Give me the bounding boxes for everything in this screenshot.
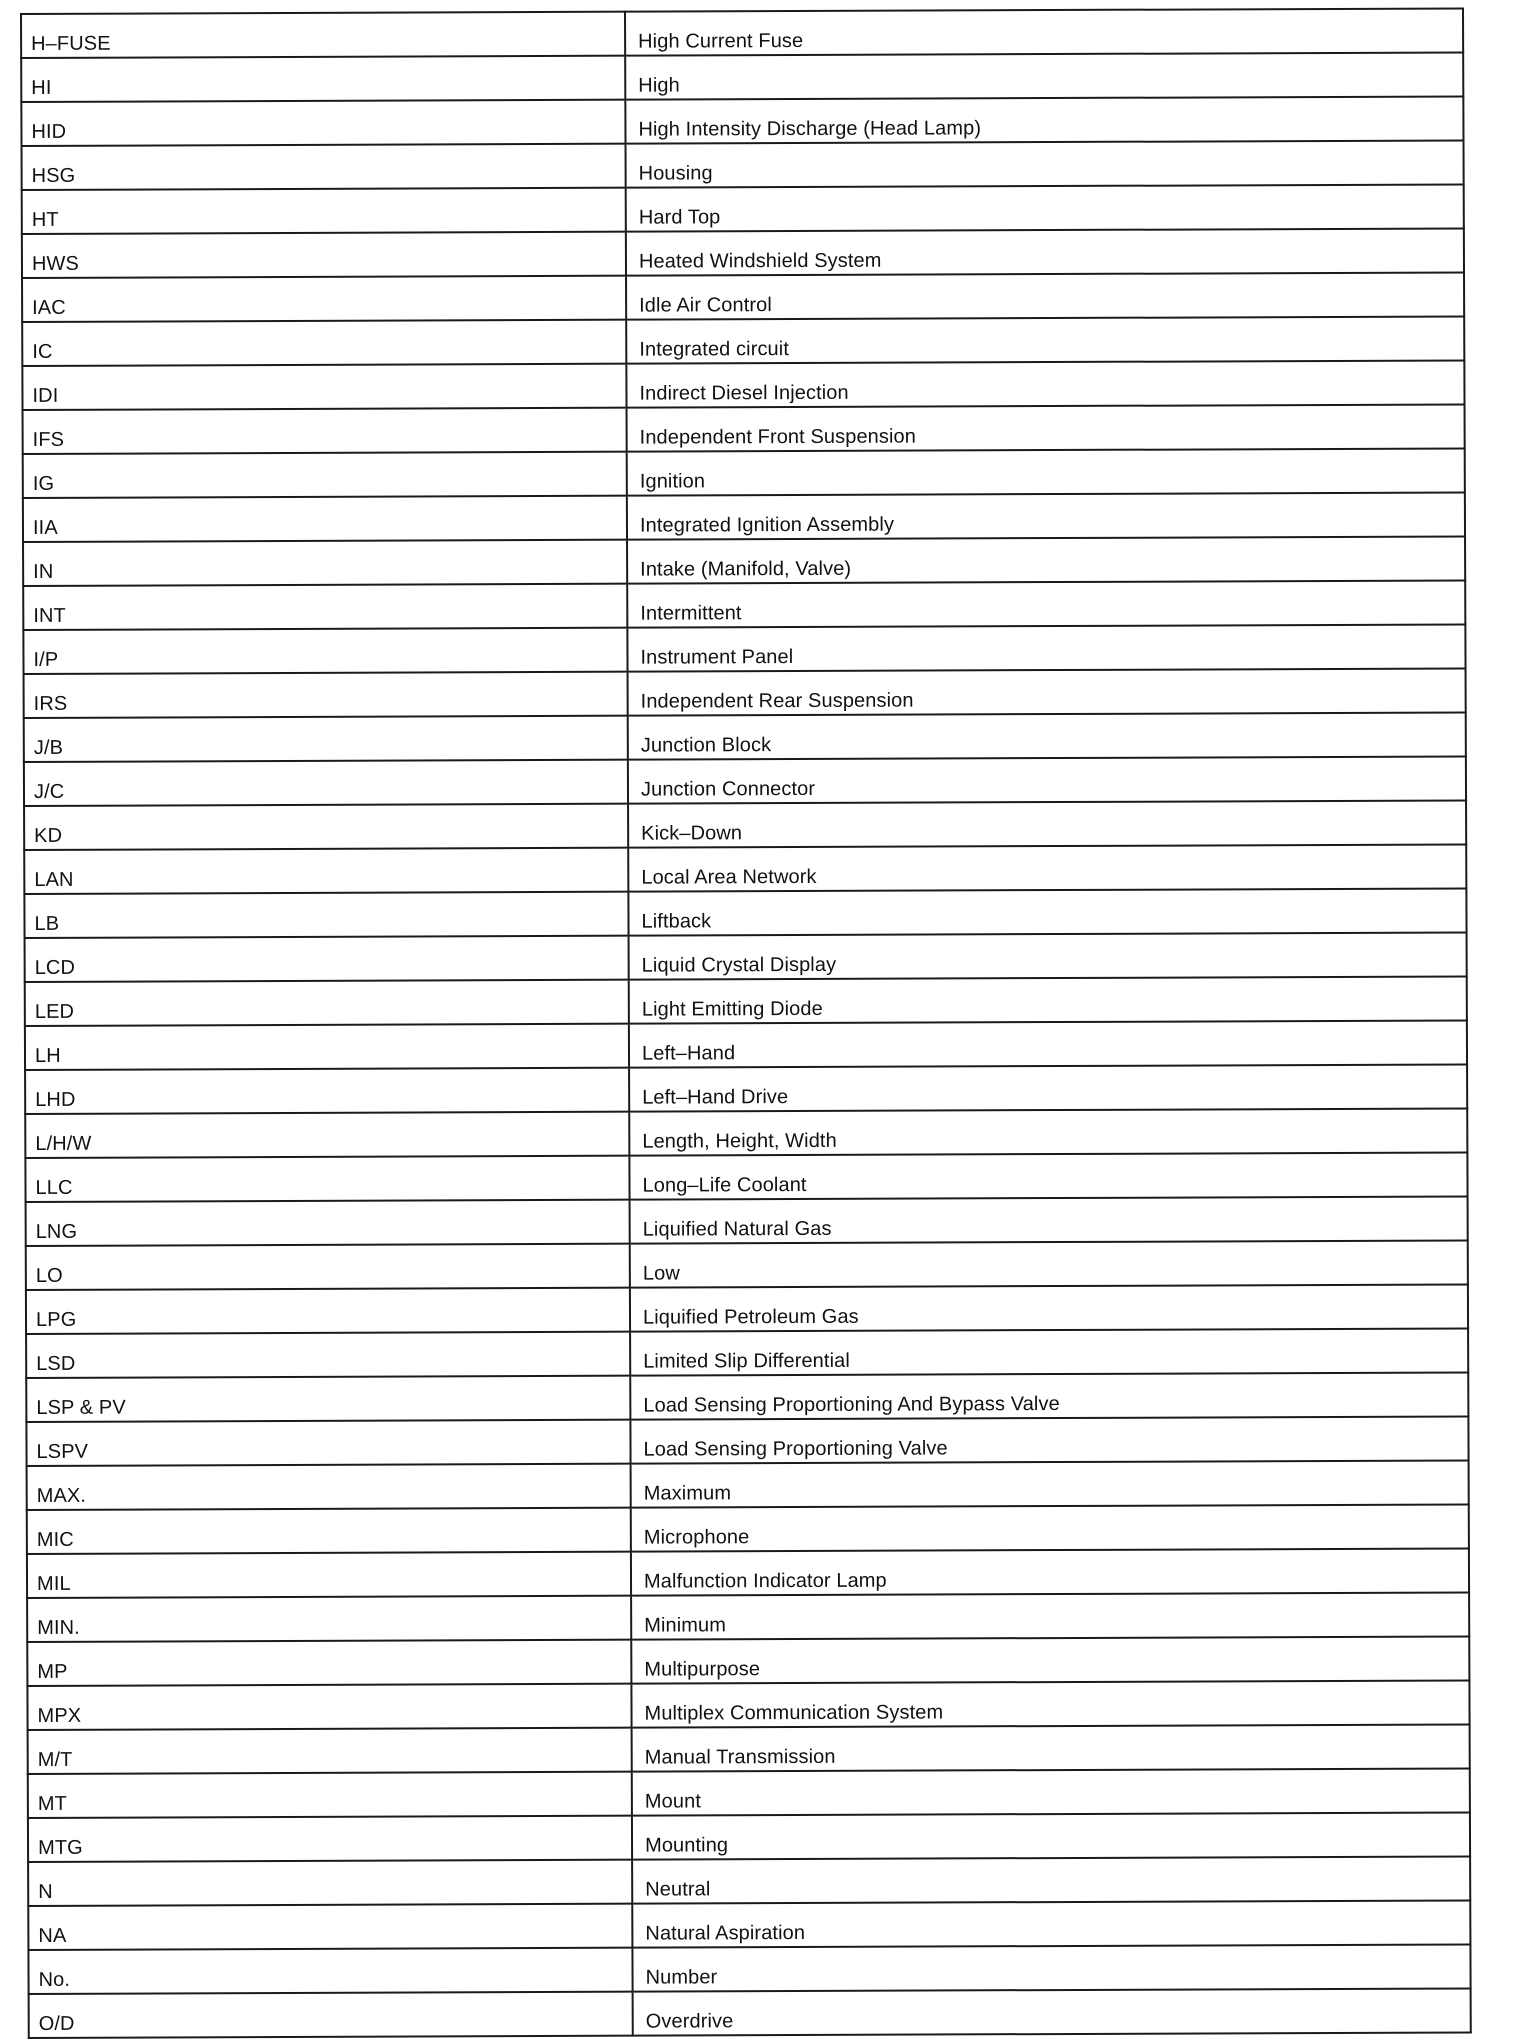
abbreviation-sheet bbox=[20, 7, 1470, 2039]
table-row bbox=[21, 96, 1463, 146]
table-row bbox=[27, 1592, 1469, 1642]
table-row bbox=[26, 1284, 1468, 1334]
table-row bbox=[24, 756, 1466, 806]
abbreviation-cell: KD bbox=[24, 804, 628, 850]
table-row bbox=[27, 1680, 1469, 1730]
meaning-cell: Local Area Network bbox=[628, 844, 1466, 891]
table-row bbox=[24, 844, 1466, 894]
table-row bbox=[28, 1900, 1470, 1950]
meaning-cell: High Current Fuse bbox=[625, 8, 1463, 55]
abbreviation-cell: MIL bbox=[27, 1552, 631, 1598]
table-row bbox=[23, 624, 1465, 674]
abbreviation-cell: LSD bbox=[26, 1332, 630, 1378]
meaning-cell: Junction Connector bbox=[628, 756, 1466, 803]
table-row bbox=[27, 1460, 1469, 1510]
table-row bbox=[22, 272, 1464, 322]
meaning-cell: Integrated circuit bbox=[626, 316, 1464, 363]
abbreviation-cell: MIN. bbox=[27, 1596, 631, 1642]
abbreviation-cell: HSG bbox=[22, 144, 626, 190]
meaning-cell: Microphone bbox=[631, 1504, 1469, 1551]
abbreviation-cell: HI bbox=[21, 56, 625, 102]
table-row bbox=[25, 976, 1467, 1026]
meaning-cell: High Intensity Discharge (Head Lamp) bbox=[625, 96, 1463, 143]
abbreviation-cell: LH bbox=[25, 1024, 629, 1070]
abbreviation-cell: H–FUSE bbox=[21, 12, 625, 58]
table-row bbox=[24, 888, 1466, 938]
abbreviation-cell: MP bbox=[27, 1640, 631, 1686]
abbreviation-cell: IRS bbox=[24, 672, 628, 718]
table-row bbox=[28, 1944, 1470, 1994]
meaning-cell: Number bbox=[632, 1944, 1470, 1991]
abbreviation-cell: IIA bbox=[23, 496, 627, 542]
abbreviation-cell: HT bbox=[22, 188, 626, 234]
table-row bbox=[25, 1108, 1467, 1158]
meaning-cell: Liquified Petroleum Gas bbox=[630, 1284, 1468, 1331]
table-row bbox=[25, 932, 1467, 982]
abbreviation-cell: NA bbox=[28, 1904, 632, 1950]
table-row bbox=[22, 184, 1464, 234]
table-row bbox=[27, 1636, 1469, 1686]
meaning-cell: Load Sensing Proportioning And Bypass Valve bbox=[630, 1372, 1468, 1419]
meaning-cell: Long–Life Coolant bbox=[629, 1152, 1467, 1199]
table-row bbox=[28, 1856, 1470, 1906]
table-row bbox=[27, 1504, 1469, 1554]
abbreviation-cell: LO bbox=[26, 1244, 630, 1290]
meaning-cell: Multipurpose bbox=[631, 1636, 1469, 1683]
abbreviation-cell: No. bbox=[28, 1948, 632, 1994]
meaning-cell: Neutral bbox=[632, 1856, 1470, 1903]
meaning-cell: Multiplex Communication System bbox=[631, 1680, 1469, 1727]
abbreviation-cell: MIC bbox=[27, 1508, 631, 1554]
abbreviation-cell: LED bbox=[25, 980, 629, 1026]
meaning-cell: Overdrive bbox=[633, 1988, 1471, 2035]
abbreviation-cell: IFS bbox=[23, 408, 627, 454]
abbreviation-cell: IAC bbox=[22, 276, 626, 322]
meaning-cell: Junction Block bbox=[628, 712, 1466, 759]
meaning-cell: Ignition bbox=[627, 448, 1465, 495]
meaning-cell: Mount bbox=[632, 1768, 1470, 1815]
abbreviation-cell: L/H/W bbox=[25, 1112, 629, 1158]
table-row bbox=[23, 536, 1465, 586]
table-row bbox=[26, 1372, 1468, 1422]
table-row bbox=[26, 1240, 1468, 1290]
abbreviation-table bbox=[20, 7, 1472, 2039]
meaning-cell: Instrument Panel bbox=[627, 624, 1465, 671]
abbreviation-cell: LCD bbox=[25, 936, 629, 982]
table-row bbox=[23, 492, 1465, 542]
table-row bbox=[21, 8, 1463, 58]
table-row bbox=[27, 1548, 1469, 1598]
table-row bbox=[23, 404, 1465, 454]
meaning-cell: Liftback bbox=[628, 888, 1466, 935]
meaning-cell: Housing bbox=[626, 140, 1464, 187]
abbreviation-cell: MT bbox=[28, 1772, 632, 1818]
meaning-cell: Left–Hand Drive bbox=[629, 1064, 1467, 1111]
abbreviation-cell: J/C bbox=[24, 760, 628, 806]
meaning-cell: Kick–Down bbox=[628, 800, 1466, 847]
meaning-cell: Independent Rear Suspension bbox=[628, 668, 1466, 715]
table-row bbox=[28, 1768, 1470, 1818]
table-row bbox=[22, 316, 1464, 366]
meaning-cell: Malfunction Indicator Lamp bbox=[631, 1548, 1469, 1595]
meaning-cell: Limited Slip Differential bbox=[630, 1328, 1468, 1375]
meaning-cell: Idle Air Control bbox=[626, 272, 1464, 319]
meaning-cell: Natural Aspiration bbox=[632, 1900, 1470, 1947]
table-row bbox=[25, 1020, 1467, 1070]
abbreviation-cell: LLC bbox=[25, 1156, 629, 1202]
meaning-cell: Manual Transmission bbox=[632, 1724, 1470, 1771]
table-row bbox=[22, 360, 1464, 410]
abbreviation-cell: LB bbox=[24, 892, 628, 938]
abbreviation-cell: LHD bbox=[25, 1068, 629, 1114]
abbreviation-cell: IDI bbox=[22, 364, 626, 410]
meaning-cell: Independent Front Suspension bbox=[627, 404, 1465, 451]
abbreviation-cell: INT bbox=[23, 584, 627, 630]
meaning-cell: Integrated Ignition Assembly bbox=[627, 492, 1465, 539]
meaning-cell: Length, Height, Width bbox=[629, 1108, 1467, 1155]
abbreviation-cell: IN bbox=[23, 540, 627, 586]
table-row bbox=[21, 52, 1463, 102]
abbreviation-cell: LSPV bbox=[26, 1420, 630, 1466]
meaning-cell: Intermittent bbox=[627, 580, 1465, 627]
meaning-cell: Heated Windshield System bbox=[626, 228, 1464, 275]
table-row bbox=[24, 800, 1466, 850]
table-row bbox=[25, 1152, 1467, 1202]
table-row bbox=[25, 1064, 1467, 1114]
meaning-cell: Load Sensing Proportioning Valve bbox=[630, 1416, 1468, 1463]
abbreviation-cell: MAX. bbox=[27, 1464, 631, 1510]
abbreviation-cell: LAN bbox=[24, 848, 628, 894]
table-row bbox=[23, 580, 1465, 630]
abbreviation-cell: LSP & PV bbox=[26, 1376, 630, 1422]
abbreviation-table-body bbox=[21, 8, 1471, 2038]
meaning-cell: Liquified Natural Gas bbox=[630, 1196, 1468, 1243]
meaning-cell: Indirect Diesel Injection bbox=[626, 360, 1464, 407]
abbreviation-cell: HID bbox=[21, 100, 625, 146]
table-row bbox=[22, 140, 1464, 190]
meaning-cell: Liquid Crystal Display bbox=[629, 932, 1467, 979]
meaning-cell: Mounting bbox=[632, 1812, 1470, 1859]
meaning-cell: Left–Hand bbox=[629, 1020, 1467, 1067]
table-row bbox=[23, 448, 1465, 498]
abbreviation-cell: LNG bbox=[26, 1200, 630, 1246]
abbreviation-cell: N bbox=[28, 1860, 632, 1906]
table-row bbox=[24, 668, 1466, 718]
abbreviation-cell: LPG bbox=[26, 1288, 630, 1334]
abbreviation-cell: J/B bbox=[24, 716, 628, 762]
meaning-cell: High bbox=[625, 52, 1463, 99]
abbreviation-cell: MTG bbox=[28, 1816, 632, 1862]
table-row bbox=[22, 228, 1464, 278]
meaning-cell: Maximum bbox=[631, 1460, 1469, 1507]
abbreviation-cell: O/D bbox=[29, 1992, 633, 2038]
meaning-cell: Minimum bbox=[631, 1592, 1469, 1639]
abbreviation-cell: I/P bbox=[23, 628, 627, 674]
meaning-cell: Intake (Manifold, Valve) bbox=[627, 536, 1465, 583]
abbreviation-cell: M/T bbox=[28, 1728, 632, 1774]
abbreviation-cell: HWS bbox=[22, 232, 626, 278]
table-row bbox=[28, 1724, 1470, 1774]
table-row bbox=[28, 1812, 1470, 1862]
meaning-cell: Hard Top bbox=[626, 184, 1464, 231]
table-row bbox=[24, 712, 1466, 762]
abbreviation-cell: IG bbox=[23, 452, 627, 498]
abbreviation-cell: MPX bbox=[27, 1684, 631, 1730]
table-row bbox=[26, 1196, 1468, 1246]
meaning-cell: Low bbox=[630, 1240, 1468, 1287]
table-row bbox=[26, 1328, 1468, 1378]
table-row bbox=[26, 1416, 1468, 1466]
abbreviation-cell: IC bbox=[22, 320, 626, 366]
meaning-cell: Light Emitting Diode bbox=[629, 976, 1467, 1023]
